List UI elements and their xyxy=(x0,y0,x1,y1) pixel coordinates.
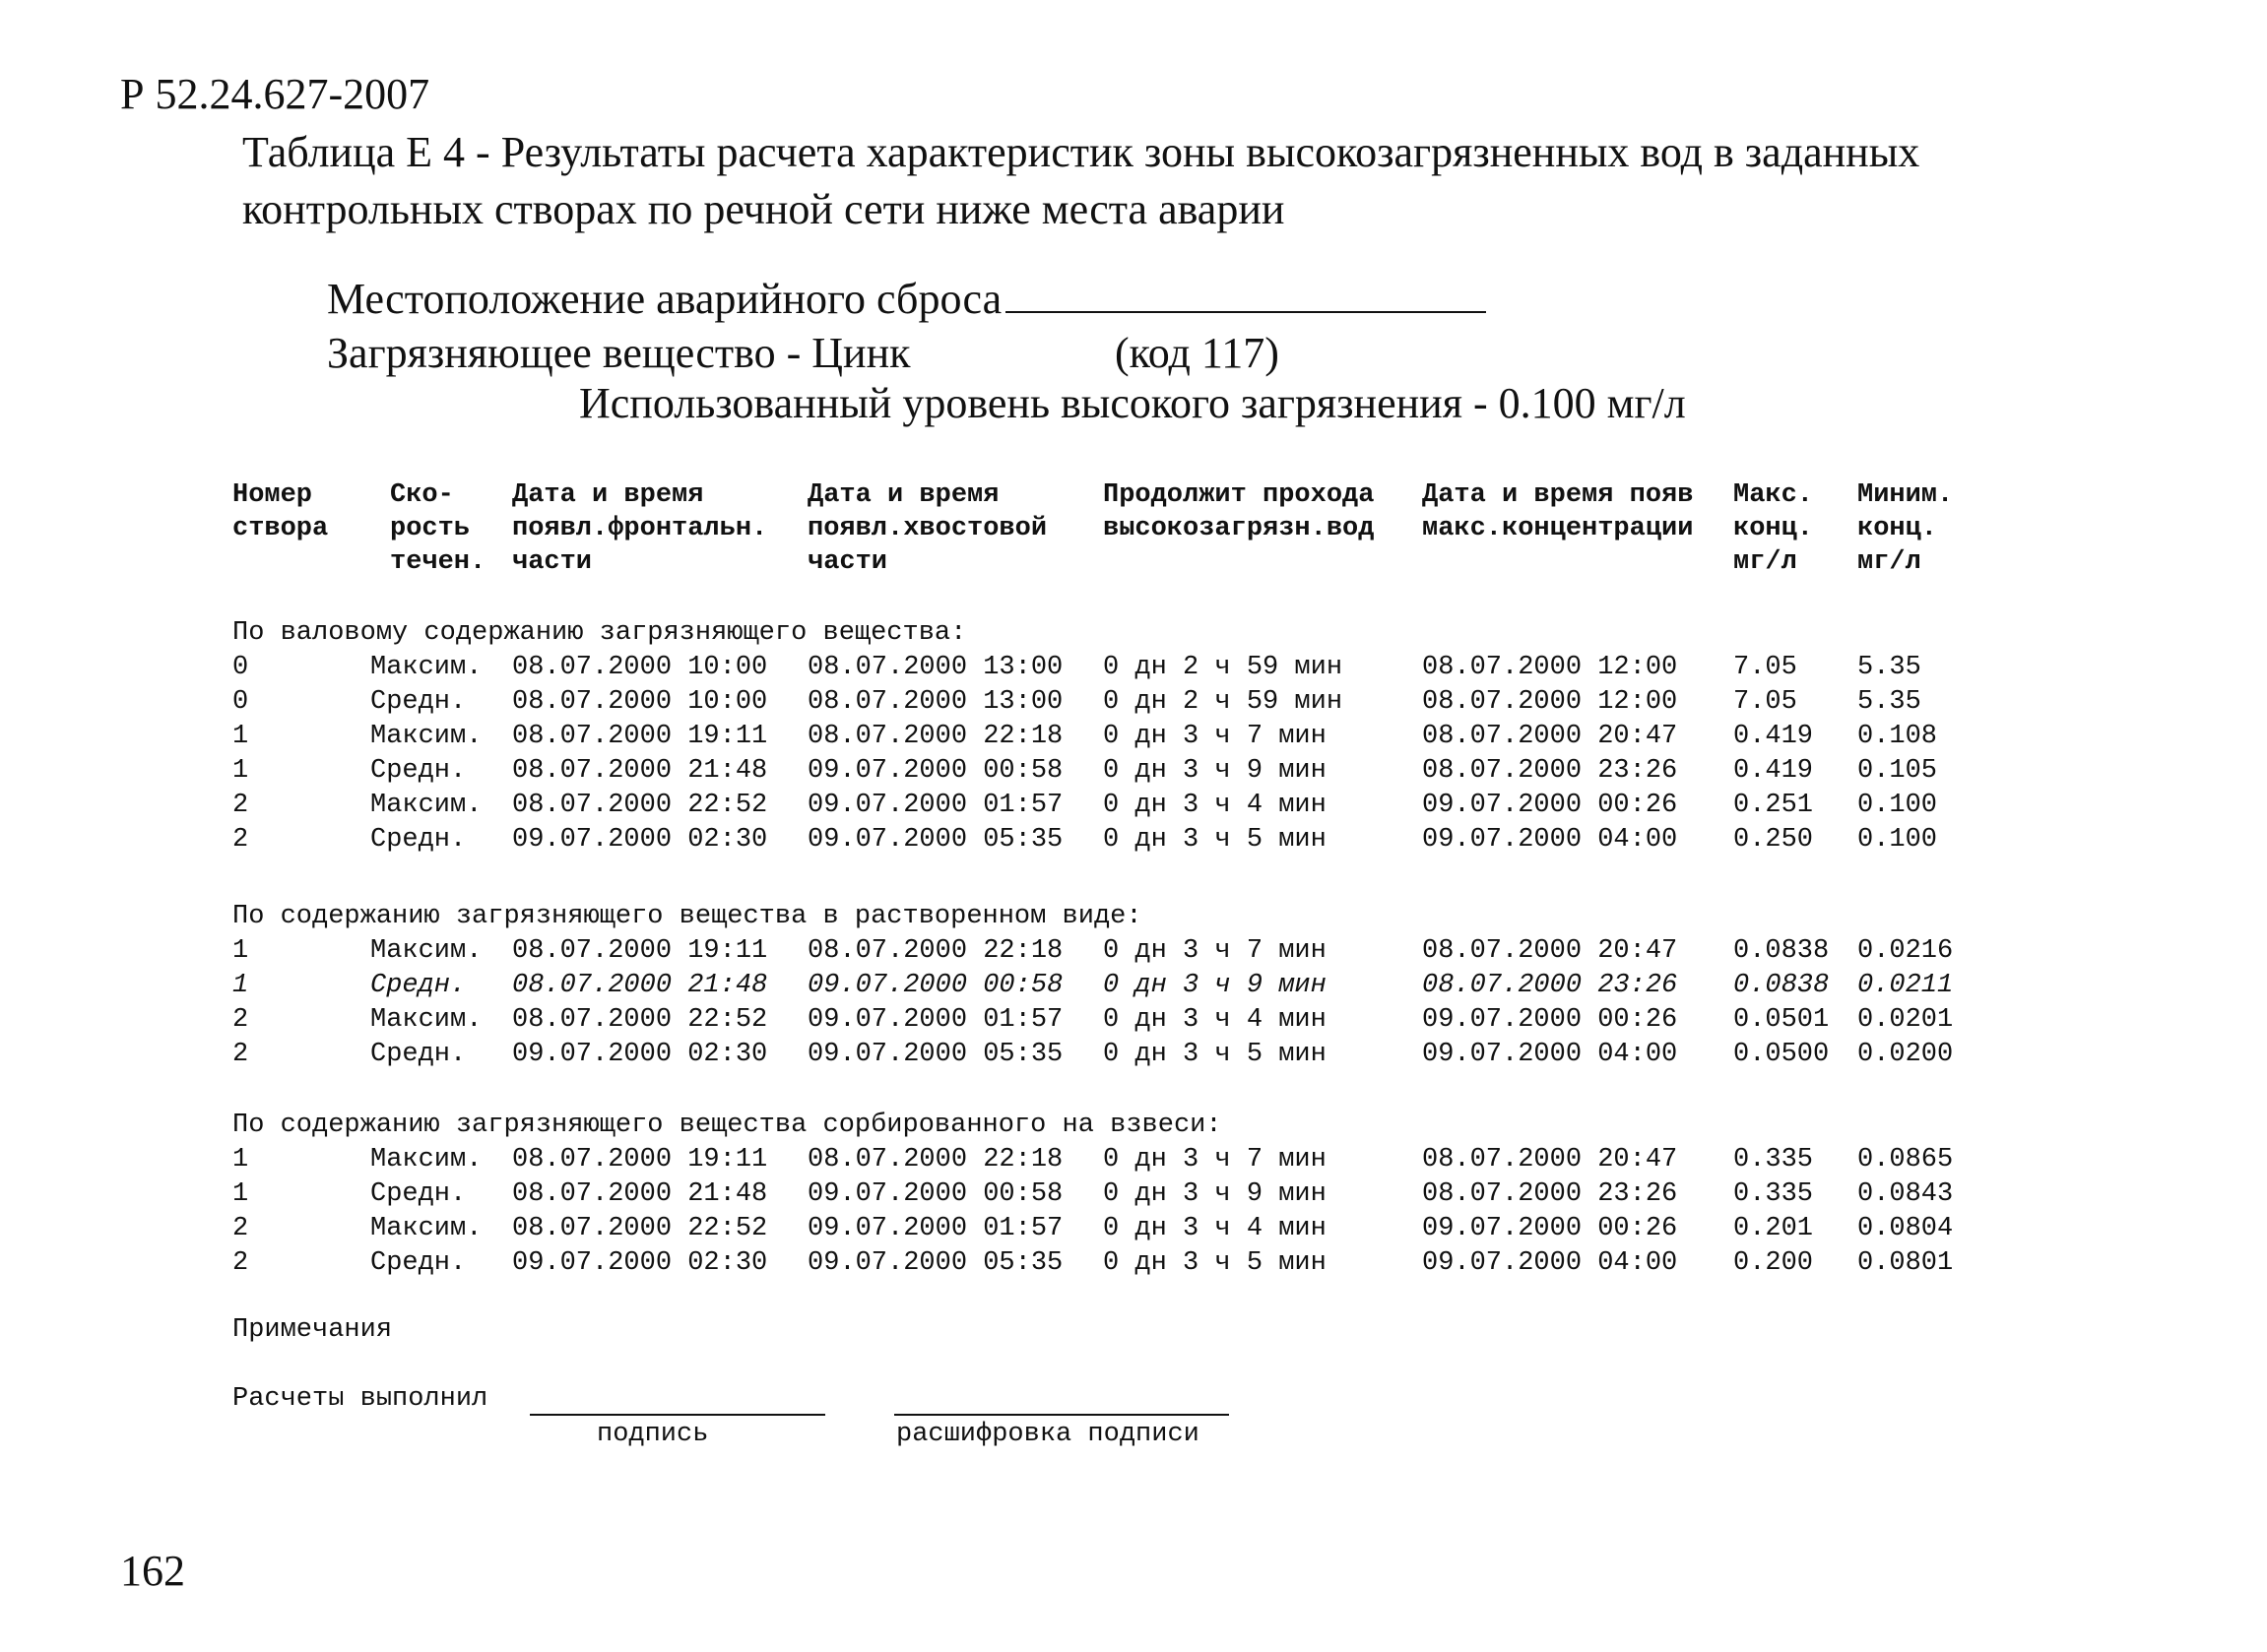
table-cell: 08.07.2000 20:47 xyxy=(1422,1145,1678,1175)
table-cell: 0.0838 xyxy=(1733,936,1830,966)
pollutant-label: Загрязняющее вещество - Цинк xyxy=(327,329,911,377)
table-cell: 0 xyxy=(232,687,249,717)
pollutant-code: (код 117) xyxy=(1115,329,1279,377)
column-header: течен. xyxy=(390,547,486,577)
table-cell: Средн. xyxy=(370,1179,467,1209)
table-cell: 1 xyxy=(232,722,249,751)
table-cell: 0.419 xyxy=(1733,722,1814,751)
table-cell: 09.07.2000 00:26 xyxy=(1422,791,1678,820)
table-cell: 08.07.2000 21:48 xyxy=(512,971,768,1000)
table-cell: 2 xyxy=(232,1214,249,1243)
page-number: 162 xyxy=(120,1547,185,1595)
table-cell: 08.07.2000 10:00 xyxy=(512,653,768,682)
table-cell: 0.0201 xyxy=(1857,1005,1954,1035)
table-cell: Средн. xyxy=(370,687,467,717)
table-cell: 0.250 xyxy=(1733,825,1814,855)
section-title: По содержанию загрязняющего вещества в растворенном виде: xyxy=(232,902,1142,931)
table-cell: 09.07.2000 01:57 xyxy=(808,791,1064,820)
column-header: появл.фронтальн. xyxy=(512,514,768,543)
column-header: Дата и время появ xyxy=(1422,480,1694,510)
column-header: створа xyxy=(232,514,329,543)
column-header: конц. xyxy=(1733,514,1814,543)
location-label: Местоположение аварийного сброса xyxy=(327,275,1003,323)
column-header: Ско- xyxy=(390,480,454,510)
table-cell: 08.07.2000 21:48 xyxy=(512,756,768,786)
column-header: Номер xyxy=(232,480,313,510)
table-cell: 0.0500 xyxy=(1733,1040,1830,1069)
table-cell: 09.07.2000 02:30 xyxy=(512,1248,768,1278)
table-cell: Средн. xyxy=(370,825,467,855)
table-cell: 08.07.2000 20:47 xyxy=(1422,722,1678,751)
table-cell: 0.335 xyxy=(1733,1145,1814,1175)
section-title: По валовому содержанию загрязняющего вещества: xyxy=(232,618,967,648)
table-cell: 5.35 xyxy=(1857,653,1921,682)
column-header: Макс. xyxy=(1733,480,1814,510)
table-cell: 0.200 xyxy=(1733,1248,1814,1278)
table-cell: Средн. xyxy=(370,1040,467,1069)
table-cell: 08.07.2000 13:00 xyxy=(808,687,1064,717)
table-cell: 08.07.2000 22:18 xyxy=(808,936,1064,966)
table-cell: 2 xyxy=(232,791,249,820)
table-cell: 09.07.2000 04:00 xyxy=(1422,1248,1678,1278)
column-header: Дата и время xyxy=(808,480,1000,510)
table-cell: 0.0501 xyxy=(1733,1005,1830,1035)
table-cell: 09.07.2000 05:35 xyxy=(808,825,1064,855)
table-cell: 09.07.2000 00:58 xyxy=(808,1179,1064,1209)
table-cell: 2 xyxy=(232,1040,249,1069)
column-header: рость xyxy=(390,514,471,543)
column-header: макс.концентрации xyxy=(1422,514,1694,543)
table-cell: 2 xyxy=(232,1248,249,1278)
table-cell: 08.07.2000 20:47 xyxy=(1422,936,1678,966)
table-cell: 08.07.2000 13:00 xyxy=(808,653,1064,682)
table-cell: 08.07.2000 23:26 xyxy=(1422,756,1678,786)
table-cell: 0 дн 3 ч 4 мин xyxy=(1103,791,1327,820)
table-cell: 09.07.2000 00:58 xyxy=(808,756,1064,786)
table-cell: Средн. xyxy=(370,756,467,786)
table-cell: Максим. xyxy=(370,1214,483,1243)
column-header: конц. xyxy=(1857,514,1938,543)
table-cell: 0.100 xyxy=(1857,825,1938,855)
table-cell: 08.07.2000 19:11 xyxy=(512,722,768,751)
table-cell: 0 дн 3 ч 9 мин xyxy=(1103,1179,1327,1209)
table-cell: 0.335 xyxy=(1733,1179,1814,1209)
table-cell: 0 дн 3 ч 4 мин xyxy=(1103,1214,1327,1243)
table-cell: 1 xyxy=(232,971,249,1000)
table-cell: 09.07.2000 05:35 xyxy=(808,1040,1064,1069)
table-cell: Максим. xyxy=(370,936,483,966)
table-cell: 7.05 xyxy=(1733,687,1797,717)
table-cell: 0 xyxy=(232,653,249,682)
table-cell: 09.07.2000 00:58 xyxy=(808,971,1064,1000)
table-cell: 0 дн 3 ч 5 мин xyxy=(1103,1040,1327,1069)
table-cell: 08.07.2000 12:00 xyxy=(1422,687,1678,717)
table-cell: 0.0865 xyxy=(1857,1145,1954,1175)
table-cell: 0.251 xyxy=(1733,791,1814,820)
table-cell: 08.07.2000 23:26 xyxy=(1422,971,1678,1000)
table-cell: 08.07.2000 22:18 xyxy=(808,722,1064,751)
table-cell: 08.07.2000 19:11 xyxy=(512,1145,768,1175)
notes-label: Примечания xyxy=(232,1315,393,1345)
table-cell: 2 xyxy=(232,1005,249,1035)
table-cell: 08.07.2000 22:52 xyxy=(512,1214,768,1243)
table-cell: 0.105 xyxy=(1857,756,1938,786)
table-cell: 1 xyxy=(232,936,249,966)
table-cell: 08.07.2000 10:00 xyxy=(512,687,768,717)
table-cell: 0 дн 3 ч 7 мин xyxy=(1103,722,1327,751)
table-cell: 09.07.2000 04:00 xyxy=(1422,1040,1678,1069)
table-cell: 0 дн 3 ч 5 мин xyxy=(1103,1248,1327,1278)
table-cell: 0 дн 3 ч 7 мин xyxy=(1103,1145,1327,1175)
table-cell: 09.07.2000 05:35 xyxy=(808,1248,1064,1278)
table-cell: 09.07.2000 01:57 xyxy=(808,1005,1064,1035)
doc-code: Р 52.24.627-2007 xyxy=(120,70,430,118)
section-title: По содержанию загрязняющего вещества сорбированного на взвеси: xyxy=(232,1111,1222,1140)
table-cell: 08.07.2000 23:26 xyxy=(1422,1179,1678,1209)
table-cell: 08.07.2000 12:00 xyxy=(1422,653,1678,682)
location-blank xyxy=(1005,272,1486,313)
table-cell: Средн. xyxy=(370,971,467,1000)
table-cell: 09.07.2000 00:26 xyxy=(1422,1214,1678,1243)
column-header: части xyxy=(808,547,888,577)
table-cell: 1 xyxy=(232,756,249,786)
level-label: Использованный уровень высокого загрязнения - 0.100 мг/л xyxy=(579,379,1686,427)
column-header: мг/л xyxy=(1733,547,1797,577)
table-cell: 0 дн 2 ч 59 мин xyxy=(1103,653,1343,682)
table-cell: 09.07.2000 01:57 xyxy=(808,1214,1064,1243)
table-cell: Максим. xyxy=(370,1145,483,1175)
table-cell: 0.0804 xyxy=(1857,1214,1954,1243)
table-cell: 0 дн 3 ч 9 мин xyxy=(1103,756,1327,786)
table-cell: Максим. xyxy=(370,722,483,751)
table-cell: 0.419 xyxy=(1733,756,1814,786)
table-cell: 09.07.2000 04:00 xyxy=(1422,825,1678,855)
table-cell: 0.108 xyxy=(1857,722,1938,751)
table-cell: 08.07.2000 22:18 xyxy=(808,1145,1064,1175)
column-header: Миним. xyxy=(1857,480,1954,510)
signature-blank xyxy=(530,1414,825,1416)
table-cell: 08.07.2000 22:52 xyxy=(512,791,768,820)
table-cell: 0.100 xyxy=(1857,791,1938,820)
table-cell: Максим. xyxy=(370,1005,483,1035)
table-cell: 0.0211 xyxy=(1857,971,1954,1000)
table-cell: 09.07.2000 02:30 xyxy=(512,825,768,855)
signature-caption: подпись xyxy=(597,1420,709,1449)
table-cell: 2 xyxy=(232,825,249,855)
table-cell: 0.0838 xyxy=(1733,971,1830,1000)
table-title: Таблица Е 4 - Результаты расчета характеристик зоны высокозагрязненных вод в заданных контрольных створах по речной сети ниже места аварии xyxy=(242,128,1920,233)
signature-decode-caption: расшифровка подписи xyxy=(896,1420,1199,1449)
signature-decode-blank xyxy=(894,1414,1229,1416)
column-header: Продолжит прохода xyxy=(1103,480,1375,510)
column-header: появл.хвостовой xyxy=(808,514,1048,543)
table-cell: 0 дн 3 ч 9 мин xyxy=(1103,971,1327,1000)
table-cell: 09.07.2000 02:30 xyxy=(512,1040,768,1069)
table-cell: 0 дн 3 ч 5 мин xyxy=(1103,825,1327,855)
table-cell: 0 дн 3 ч 4 мин xyxy=(1103,1005,1327,1035)
signature-label: Расчеты выполнил xyxy=(232,1384,488,1414)
table-cell: 09.07.2000 00:26 xyxy=(1422,1005,1678,1035)
table-cell: 5.35 xyxy=(1857,687,1921,717)
table-cell: 0.0801 xyxy=(1857,1248,1954,1278)
table-cell: 0 дн 2 ч 59 мин xyxy=(1103,687,1343,717)
table-cell: 08.07.2000 19:11 xyxy=(512,936,768,966)
table-cell: 08.07.2000 22:52 xyxy=(512,1005,768,1035)
table-cell: 1 xyxy=(232,1179,249,1209)
location-line xyxy=(327,272,1486,324)
table-cell: 0.0843 xyxy=(1857,1179,1954,1209)
column-header: мг/л xyxy=(1857,547,1921,577)
table-cell: 08.07.2000 21:48 xyxy=(512,1179,768,1209)
column-header: части xyxy=(512,547,593,577)
table-cell: 0.201 xyxy=(1733,1214,1814,1243)
table-cell: Средн. xyxy=(370,1248,467,1278)
table-cell: Максим. xyxy=(370,653,483,682)
table-cell: 0.0200 xyxy=(1857,1040,1954,1069)
table-cell: 0 дн 3 ч 7 мин xyxy=(1103,936,1327,966)
column-header: высокозагрязн.вод xyxy=(1103,514,1375,543)
table-cell: Максим. xyxy=(370,791,483,820)
table-cell: 7.05 xyxy=(1733,653,1797,682)
table-cell: 0.0216 xyxy=(1857,936,1954,966)
table-cell: 1 xyxy=(232,1145,249,1175)
column-header: Дата и время xyxy=(512,480,704,510)
